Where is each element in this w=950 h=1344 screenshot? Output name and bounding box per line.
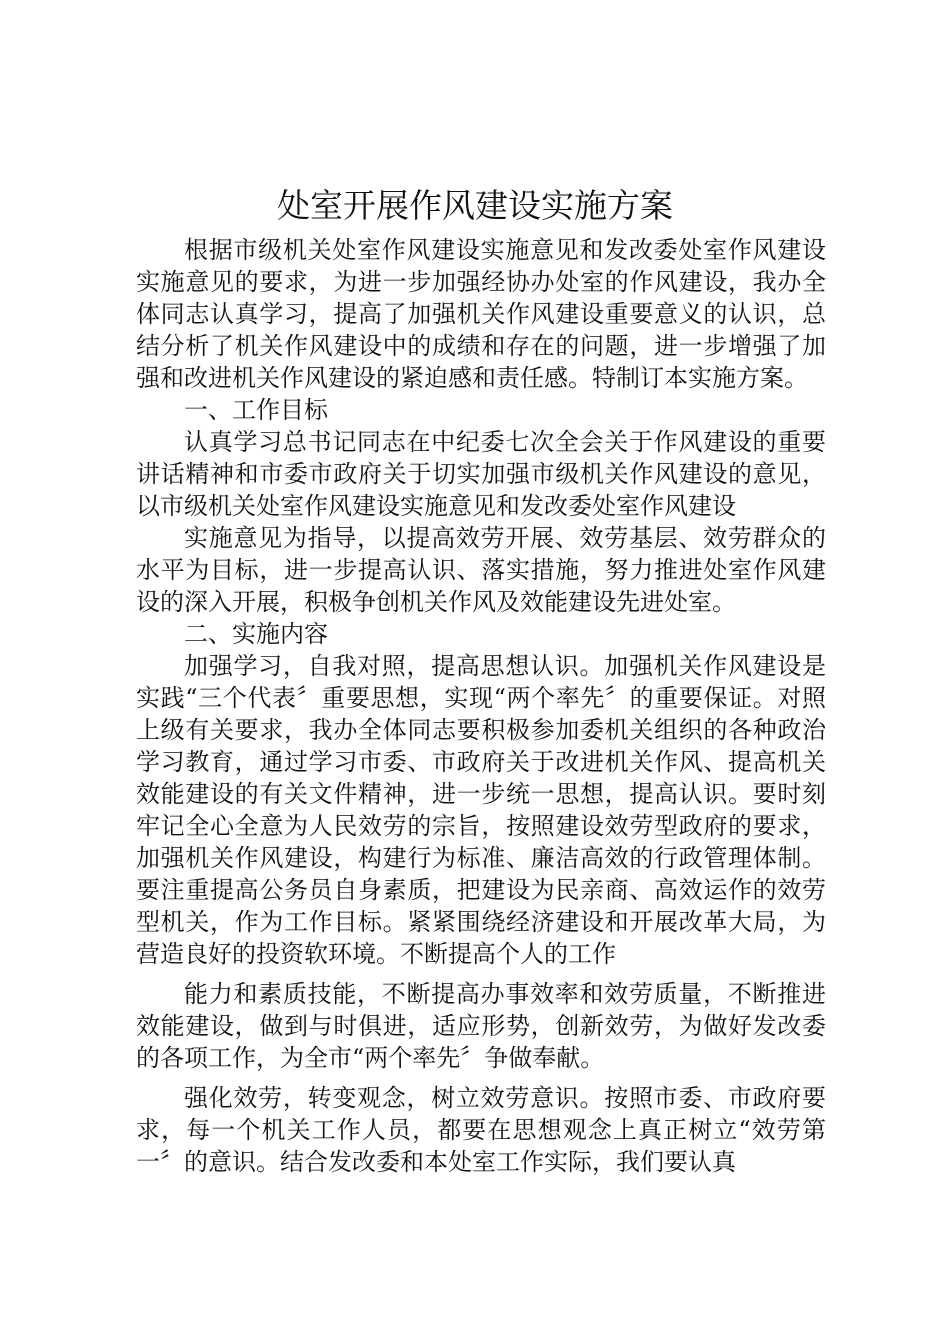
paragraph-study: 加强学习，自我对照，提高思想认识。加强机关作风建设是实践“三个代表〞重要思想，实现“两个率先〞的重要保证。对照上级有关要求，我办全体同志要积极参加委机关组织的各种政治学习教育，通过学习市委、市政府关于改进机关作风、提高机关效能建设的有关文件精神，进一步统一思想，提高认识。要时刻牢记全心全意为人民效劳的宗旨，按照建设效劳型政府的要求，加强机关作风建设，构建行为标准、廉洁高效的行政管理体制。要注重提高公务员自身素质，把建设为民亲商、高效运作的效劳型机关，作为工作目标。紧紧围绕经济建设和开展改革大局，为营造良好的投资软环境。不断提高个人的工作 [136, 652, 826, 968]
paragraph-goal-part2: 实施意见为指导，以提高效劳开展、效劳基层、效劳群众的水平为目标，进一步提高认识、落实措施，努力推进处室作风建设的深入开展，积极争创机关作风及效能建设先进处室。 [136, 524, 826, 616]
paragraph-goal-part1: 认真学习总书记同志在中纪委七次全会关于作风建设的重要讲话精神和市委市政府关于切实加强市级机关作风建设的意见，以市级机关处室作风建设实施意见和发改委处室作风建设 [136, 428, 826, 520]
document-title: 处室开展作风建设实施方案 [277, 186, 673, 225]
document-body [136, 234, 826, 1178]
heading-work-goal: 一、工作目标 [184, 396, 328, 424]
paragraph-study-continued: 能力和素质技能，不断提高办事效率和效劳质量，不断推进效能建设，做到与时俱进，适应形势，创新效劳，为做好发改委的各项工作，为全市“两个率先〞争做奉献。 [136, 980, 826, 1072]
heading-implementation: 二、实施内容 [184, 620, 328, 648]
paragraph-intro: 根据市级机关处室作风建设实施意见和发改委处室作风建设实施意见的要求，为进一步加强经协办处室的作风建设，我办全体同志认真学习，提高了加强机关作风建设重要意义的认识，总结分析了机关作风建设中的成绩和存在的问题，进一步增强了加强和改进机关作风建设的紧迫感和责任感。特制订本实施方案。 [136, 236, 826, 392]
paragraph-service: 强化效劳，转变观念，树立效劳意识。按照市委、市政府要求，每一个机关工作人员，都要在思想观念上真正树立“效劳第一〞的意识。结合发改委和本处室工作实际，我们要认真 [136, 1084, 826, 1176]
